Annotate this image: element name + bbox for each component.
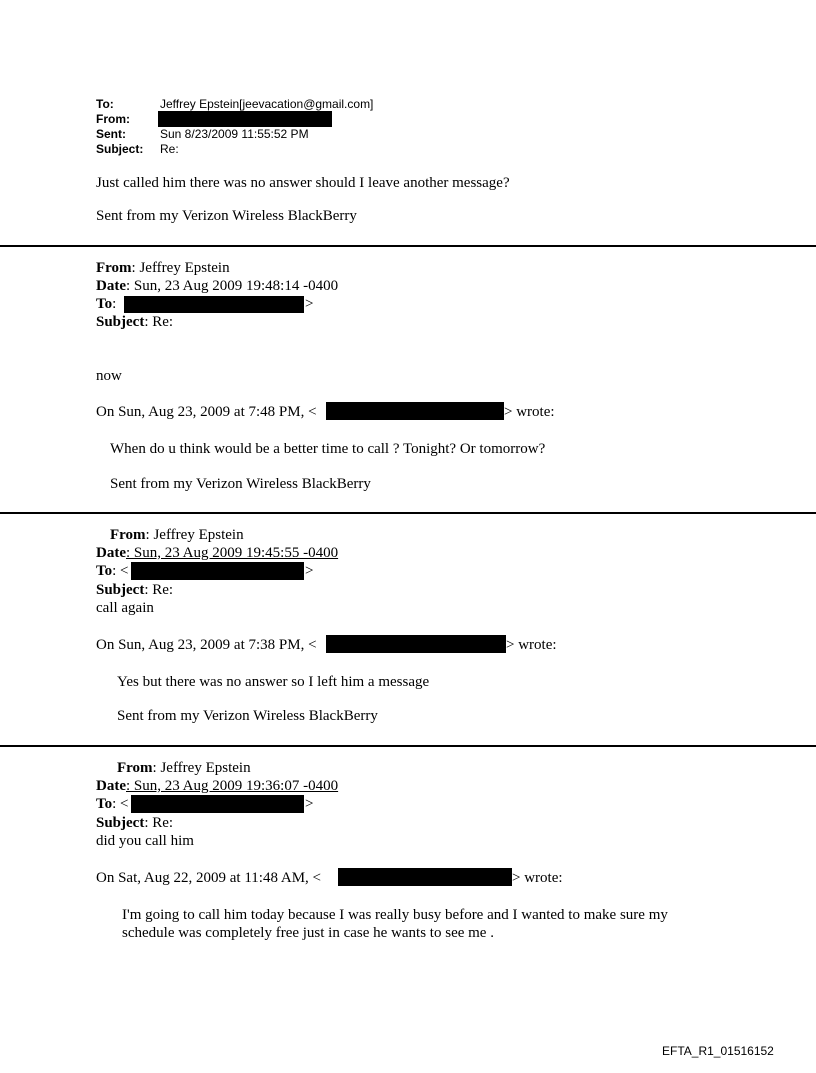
divider	[0, 745, 816, 747]
sent-label: Sent:	[96, 127, 126, 141]
signature-text: Sent from my Verizon Wireless BlackBerry	[96, 208, 357, 224]
msg3-to-close: >	[305, 796, 314, 812]
msg1-subject: Subject: Re:	[96, 314, 174, 330]
redaction-bar	[326, 635, 506, 653]
msg2-quoted-body: Yes but there was no answer so I left him a message	[117, 674, 430, 690]
msg1-quoted-signature: Sent from my Verizon Wireless BlackBerry	[110, 476, 371, 492]
redaction-bar	[326, 402, 504, 420]
sent-value: Sun 8/23/2009 11:55:52 PM	[160, 127, 309, 141]
msg2-quoted-signature: Sent from my Verizon Wireless BlackBerry	[117, 708, 378, 724]
to-label: To:	[96, 97, 114, 111]
redaction-bar	[338, 868, 512, 886]
msg3-subject: Subject: Re:	[96, 815, 174, 831]
msg1-quote-intro: On Sun, Aug 23, 2009 at 7:48 PM, <	[96, 404, 317, 420]
msg3-quote-wrote: > wrote:	[512, 870, 563, 886]
redaction-bar	[131, 795, 304, 813]
msg1-from: From: Jeffrey Epstein	[96, 260, 230, 276]
msg3-quote-intro: On Sat, Aug 22, 2009 at 11:48 AM, <	[96, 870, 321, 886]
msg1-body: now	[96, 368, 122, 384]
msg2-to: To: <	[96, 563, 129, 579]
msg1-to-close: >	[305, 296, 314, 312]
to-value: Jeffrey Epstein[jeevacation@gmail.com]	[160, 97, 374, 111]
msg2-quote-intro: On Sun, Aug 23, 2009 at 7:38 PM, <	[96, 637, 317, 653]
subject-label: Subject:	[96, 142, 144, 156]
msg1-quoted-body: When do u think would be a better time to call ? Tonight? Or tomorrow?	[110, 441, 546, 457]
redaction-bar	[124, 296, 304, 313]
document-id: EFTA_R1_01516152	[662, 1044, 774, 1058]
msg2-date: Date: Sun, 23 Aug 2009 19:45:55 -0400	[96, 545, 339, 561]
msg3-date: Date: Sun, 23 Aug 2009 19:36:07 -0400	[96, 778, 339, 794]
msg3-quoted-body-line2: schedule was completely free just in case he wants to see me .	[122, 925, 494, 941]
msg2-to-close: >	[305, 563, 314, 579]
subject-value: Re:	[160, 142, 179, 156]
msg3-body: did you call him	[96, 833, 194, 849]
redaction-bar	[158, 111, 332, 127]
msg3-to: To: <	[96, 796, 129, 812]
body-text: Just called him there was no answer should I leave another message?	[96, 175, 510, 191]
msg3-from: From: Jeffrey Epstein	[117, 760, 251, 776]
msg2-from: From: Jeffrey Epstein	[110, 527, 244, 543]
divider	[0, 245, 816, 247]
msg1-date: Date: Sun, 23 Aug 2009 19:48:14 -0400	[96, 278, 339, 294]
msg3-quoted-body-line1: I'm going to call him today because I was really busy before and I wanted to make sure my	[122, 907, 668, 923]
msg2-quote-wrote: > wrote:	[506, 637, 557, 653]
from-label: From:	[96, 112, 130, 126]
msg1-quote-wrote: > wrote:	[504, 404, 555, 420]
redaction-bar	[131, 562, 304, 580]
msg2-body: call again	[96, 600, 154, 616]
msg2-subject: Subject: Re:	[96, 582, 174, 598]
divider	[0, 512, 816, 514]
msg1-to: To:	[96, 296, 117, 312]
